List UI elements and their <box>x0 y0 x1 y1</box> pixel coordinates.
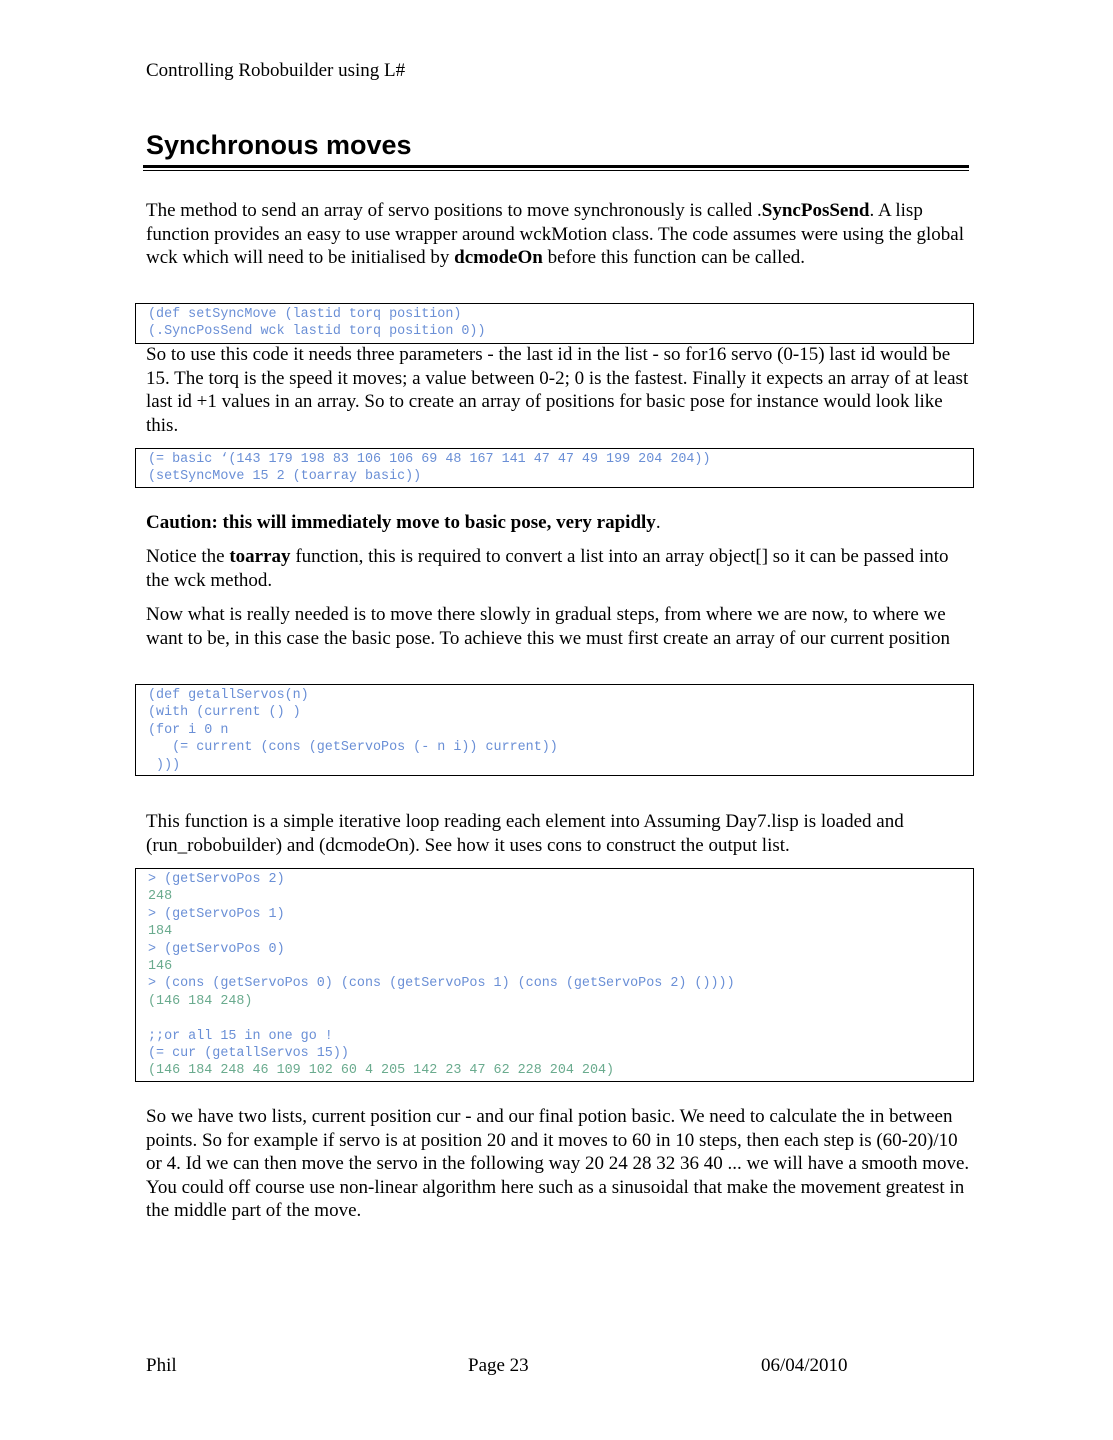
repl-output: 146 <box>148 958 173 974</box>
code-line: (def getallServos(n) <box>148 688 309 703</box>
code-line: (setSyncMove 15 2 (toarray basic)) <box>148 469 422 485</box>
repl-output: (146 184 248 46 109 102 60 4 205 142 23 47 62 228 204 204) <box>148 1063 615 1079</box>
repl-input: (= cur (getallServos 15)) <box>148 1045 349 1061</box>
section-heading: Synchronous moves <box>146 130 412 160</box>
repl-output: 248 <box>148 889 173 905</box>
caution-text: Caution: this will immediately move to basic pose, very rapidly <box>146 512 656 533</box>
running-header: Controlling Robobuilder using L# <box>146 60 406 81</box>
code-block-setsyncmove <box>135 303 974 344</box>
code-line: (.SyncPosSend wck lastid torq position 0)) <box>148 324 486 340</box>
heading-rule-thin <box>143 170 969 171</box>
footer-author: Phil <box>146 1355 177 1376</box>
paragraph-intro <box>146 199 976 270</box>
paragraph-gradual: Now what is really needed is to move there slowly in gradual steps, from where we are now, to where we want to be, in this case the basic pose. To achieve this we must first create an array of our current position <box>146 604 950 649</box>
text: Notice the <box>146 546 230 567</box>
code-block-repl <box>135 868 974 1082</box>
paragraph-parameters: So to use this code it needs three parameters - the last id in the list - so for16 servo (0-15) last id would be 15. The torq is the speed it moves; a value between 0-2; 0 is the fastest. Finally it expects an array of at least last id +1 values in an array. So to create an array of positions for basic pose for instance would look like this. <box>146 344 969 436</box>
code-block-basic-pose <box>135 448 974 488</box>
code-block-getallservos <box>135 684 974 776</box>
paragraph-loop: This function is a simple iterative loop reading each element into Assuming Day7.lisp is loaded and (run_robobuilder) and (dcmodeOn). See how it uses cons to construct the output list. <box>146 811 904 856</box>
heading-rule-thick <box>143 165 969 168</box>
text: The method to send an array of servo positions to move synchronously is called . <box>146 200 762 221</box>
footer-page-number: Page 23 <box>468 1355 529 1376</box>
code-line: (def setSyncMove (lastid torq position) <box>148 307 462 322</box>
bold-syncpossend: SyncPosSend <box>761 200 870 221</box>
code-line: ))) <box>148 757 181 773</box>
bold-toarray: toarray <box>229 546 291 567</box>
repl-comment: ;;or all 15 in one go ! <box>148 1028 333 1044</box>
repl-blank <box>148 1010 973 1027</box>
text: function, this is required to convert a list into an array object[] so it can be passed into the wck method. <box>146 546 949 591</box>
code-line: (= basic ‘(143 179 198 83 106 106 69 48 167 141 47 47 49 199 204 204)) <box>148 452 711 467</box>
paragraph-interpolation: So we have two lists, current position cur - and our final potion basic. We need to calculate the in between points. So for example if servo is at position 20 and it moves to 60 in 10 steps, then each step is (60-20)/10 or 4. Id we can then move the servo in the following way 20 24 28 32 36 40 ... we will have a smooth move. You could off course use non-linear algorithm here such as a sinusoidal that make the movement greatest in the middle part of the move. <box>146 1106 970 1221</box>
paragraph-toarray <box>146 545 976 592</box>
repl-input: > (getServoPos 2) <box>148 872 285 887</box>
bold-dcmodeon: dcmodeOn <box>454 247 543 268</box>
code-line: (with (current () ) <box>148 705 301 721</box>
repl-input: > (getServoPos 1) <box>148 906 285 922</box>
code-line: (= current (cons (getServoPos (- n i)) current)) <box>148 740 558 756</box>
text: . A lisp function provides an easy to use wrapper around wckMotion class. The code assumes were using the global wck which will need to be initialised by <box>146 200 965 268</box>
repl-input: > (cons (getServoPos 0) (cons (getServoPos 1) (cons (getServoPos 2) ()))) <box>148 976 735 992</box>
footer-date: 06/04/2010 <box>761 1355 848 1376</box>
text: . <box>655 512 661 533</box>
caution-note <box>146 511 976 535</box>
repl-output: 184 <box>148 924 173 940</box>
repl-output: (146 184 248) <box>148 993 253 1009</box>
repl-input: > (getServoPos 0) <box>148 941 285 957</box>
code-line: (for i 0 n <box>148 722 229 738</box>
text: before this function can be called. <box>542 247 806 268</box>
